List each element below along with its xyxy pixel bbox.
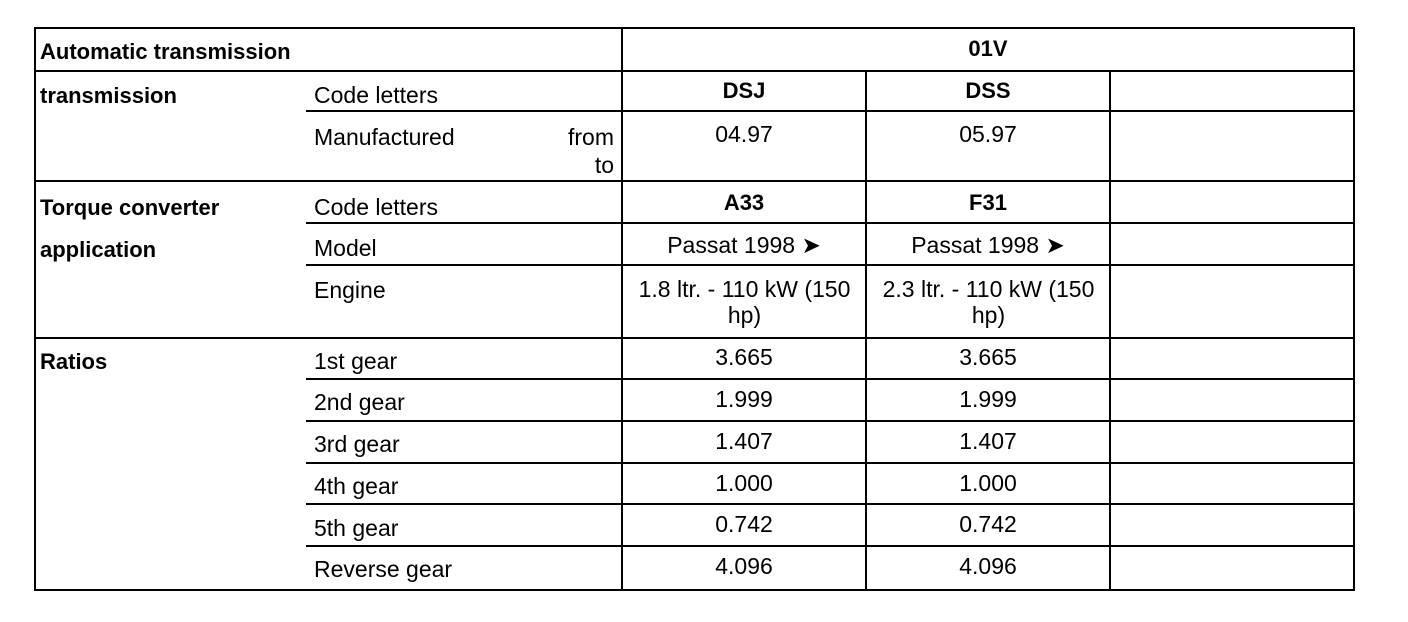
rule <box>306 420 1353 422</box>
label-engine: Engine <box>314 277 386 303</box>
engine-col2: 2.3 ltr. - 110 kW (150 hp) <box>882 276 1095 328</box>
rule <box>306 545 1353 547</box>
gear-label: 2nd gear <box>314 389 405 415</box>
label-code-letters-torque: Code letters <box>314 194 439 220</box>
rule <box>306 503 1353 505</box>
label-from: from <box>568 124 614 150</box>
code-letters-col1: DSJ <box>722 78 766 103</box>
gear-label: 3rd gear <box>314 431 400 457</box>
gear-label: 5th gear <box>314 515 399 541</box>
transmission-spec-table <box>34 27 1355 591</box>
manufactured-from-col2: 05.97 <box>959 121 1017 147</box>
gear-label: 1st gear <box>314 348 398 374</box>
ratio-col1: 1.000 <box>715 470 773 496</box>
rule <box>36 70 1353 72</box>
rule <box>36 337 1353 339</box>
label-manufactured: Manufactured <box>314 124 455 150</box>
label-code-letters: Code letters <box>314 82 439 108</box>
table-title: Automatic transmission <box>40 39 291 64</box>
section-transmission: transmission <box>40 83 177 108</box>
rule <box>306 264 1353 266</box>
rule <box>306 462 1353 464</box>
model-col1: Passat 1998 ➤ <box>667 232 821 258</box>
manufactured-from-col1: 04.97 <box>715 121 773 147</box>
gear-label: Reverse gear <box>314 556 453 582</box>
label-to: to <box>594 152 614 178</box>
ratio-col2: 3.665 <box>959 344 1017 370</box>
ratio-col1: 4.096 <box>715 553 773 579</box>
torque-code-col2: F31 <box>969 190 1007 215</box>
transmission-code: 01V <box>968 36 1008 61</box>
ratio-col1: 1.999 <box>715 386 773 412</box>
rule <box>306 378 1353 380</box>
section-ratios: Ratios <box>40 349 108 374</box>
section-application: application <box>40 237 157 262</box>
rule <box>1109 70 1111 589</box>
ratio-col2: 0.742 <box>959 511 1017 537</box>
section-torque-converter: Torque converter <box>40 195 220 220</box>
label-model: Model <box>314 235 377 261</box>
ratio-col1: 1.407 <box>715 428 773 454</box>
ratio-col1: 0.742 <box>715 511 773 537</box>
rule <box>621 29 623 589</box>
ratio-col2: 4.096 <box>959 553 1017 579</box>
torque-code-col1: A33 <box>723 190 765 215</box>
rule <box>36 180 1353 182</box>
gear-label: 4th gear <box>314 473 399 499</box>
engine-col1: 1.8 ltr. - 110 kW (150 hp) <box>638 276 851 328</box>
code-letters-col2: DSS <box>965 78 1011 103</box>
rule <box>306 110 1353 112</box>
ratio-col1: 3.665 <box>715 344 773 370</box>
ratio-col2: 1.000 <box>959 470 1017 496</box>
model-col2: Passat 1998 ➤ <box>911 232 1065 258</box>
rule <box>306 222 1353 224</box>
ratio-col2: 1.999 <box>959 386 1017 412</box>
ratio-col2: 1.407 <box>959 428 1017 454</box>
